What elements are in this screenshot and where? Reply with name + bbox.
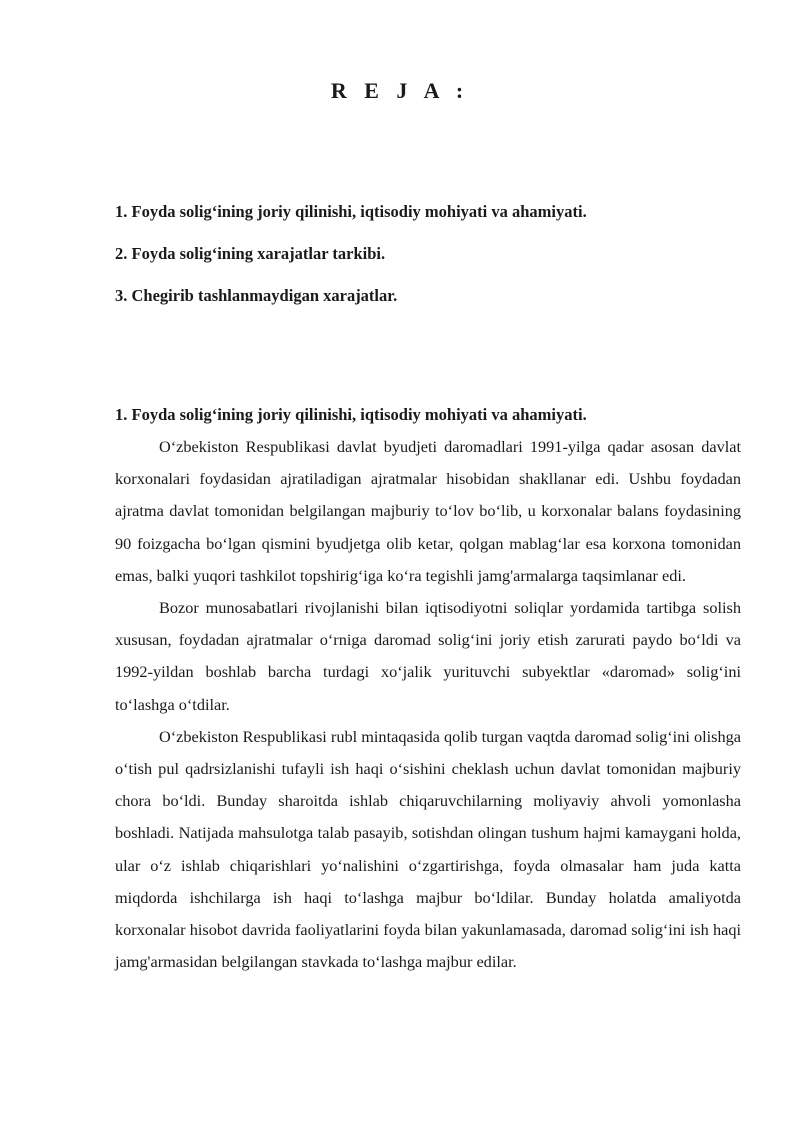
paragraph-3: O‘zbekiston Respublikasi rubl mintaqasida qolib turgan vaqtda daromad solig‘ini olishga o‘tish pul qadrsizlanishi tufayli ish haqi o‘sishini cheklash uchun davlat tomonidan majburiy chora bo‘ldi. Bunday sharoitda ishlab chiqaruvchilarning moliyaviy ahvoli yomonlasha boshladi. Natijada mahsulotga talab pasayib, sotishdan olingan tushum hajmi kamaygani holda, ular o‘z ishlab chiqarishlari yo‘nalishini o‘zgartirishga, foyda olmasalar ham juda katta miqdorda ishchilarga ish haqi to‘lashga majbur bo‘ldilar. Bunday holatda amaliyotda korxonalar hisobot davrida faoliyatlarini foyda bilan yakunlamasada, daromad solig‘ini ish haqi jamg'armasidan belgilangan stavkada to‘lashga majbur edilar. [115, 726, 741, 972]
toc-item-1: 1. Foyda solig‘ining joriy qilinishi, iqtisodiy mohiyati va ahamiyati. [115, 202, 587, 221]
page-title: R E J A : [330, 78, 470, 103]
toc-item-2: 2. Foyda solig‘ining xarajatlar tarkibi. [115, 244, 386, 263]
paragraph-1: O‘zbekiston Respublikasi davlat byudjeti daromadlari 1991-yilga qadar asosan davlat korxonalari foydasidan ajratiladigan ajratmalar hisobidan shakllanar edi. Ushbu foydadan ajratma davlat tomonidan belgilangan majburiy to‘lov bo‘lib, u korxonalar balans foydasining 90 foizgacha bo‘lgan qismini byudjetga olib ketar, qolgan mablag‘lar esa korxona tomonidan emas, balki yuqori tashkilot topshirig‘iga ko‘ra tegishli jamg'armalarga taqsimlanar edi. [115, 437, 741, 585]
paragraph-2: Bozor munosabatlari rivojlanishi bilan iqtisodiyotni soliqlar yordamida tartibga solish xususan, foydadan ajratmalar o‘rniga daromad solig‘ini joriy etish zarurati paydo bo‘ldi va 1992-yildan boshlab barcha turdagi xo‘jalik yurituvchi subyektlar «daromad» solig‘ini to‘lashga o‘tdilar. [115, 598, 741, 714]
section-content [115, 399, 741, 978]
section-heading: 1. Foyda solig‘ining joriy qilinishi, iqtisodiy mohiyati va ahamiyati. [115, 405, 587, 424]
table-of-contents [115, 198, 755, 324]
toc-item-3: 3. Chegirib tashlanmaydigan xarajatlar. [115, 286, 398, 305]
